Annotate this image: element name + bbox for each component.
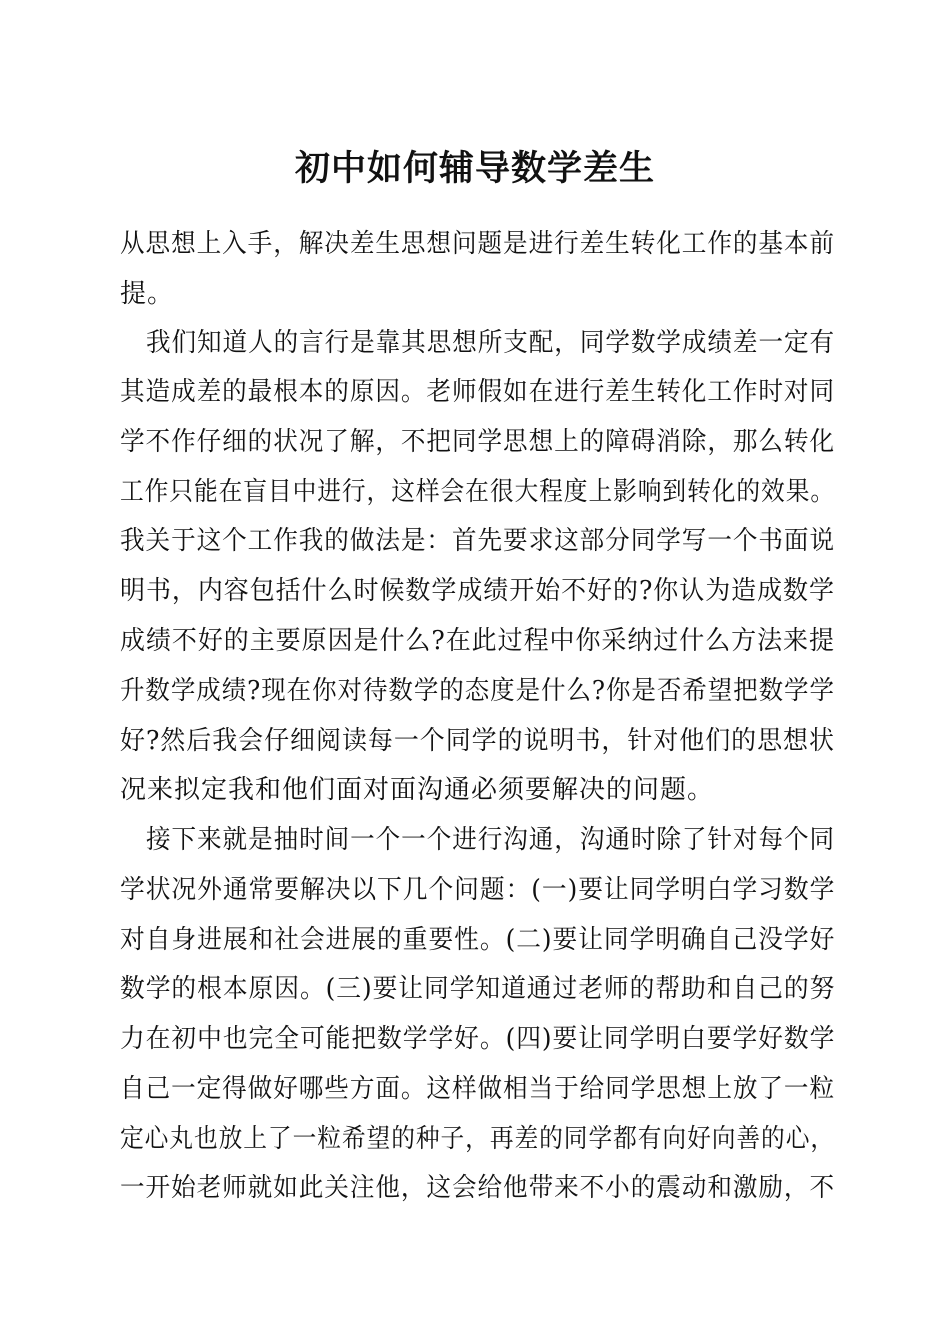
text-line: 定心丸也放上了一粒希望的种子，再差的同学都有向好向善的心， bbox=[120, 1124, 836, 1154]
text-line: 数学的根本原因。(三)要让同学知道通过老师的帮助和自己的努 bbox=[120, 974, 836, 1004]
text-line: 况来拟定我和他们面对面沟通必须要解决的问题。 bbox=[120, 775, 715, 805]
text-line: 我们知道人的言行是靠其思想所支配，同学数学成绩差一定有 bbox=[146, 328, 836, 358]
text-line: 学不作仔细的状况了解，不把同学思想上的障碍消除，那么转化 bbox=[120, 427, 836, 457]
text-line: 自己一定得做好哪些方面。这样做相当于给同学思想上放了一粒 bbox=[120, 1074, 836, 1104]
text-line: 成绩不好的主要原因是什么?在此过程中你采纳过什么方法来提 bbox=[120, 626, 835, 656]
text-line: 好?然后我会仔细阅读每一个同学的说明书，针对他们的思想状 bbox=[120, 726, 835, 756]
text-line: 对自身进展和社会进展的重要性。(二)要让同学明确自己没学好 bbox=[120, 925, 836, 955]
text-line: 明书，内容包括什么时候数学成绩开始不好的?你认为造成数学 bbox=[120, 576, 835, 606]
text-line: 升数学成绩?现在你对待数学的态度是什么?你是否希望把数学学 bbox=[120, 676, 835, 706]
text-line: 学状况外通常要解决以下几个问题：(一)要让同学明白学习数学 bbox=[120, 875, 836, 905]
text-line: 其造成差的最根本的原因。老师假如在进行差生转化工作时对同 bbox=[120, 377, 836, 407]
text-line: 工作只能在盲目中进行，这样会在很大程度上影响到转化的效果。 bbox=[120, 477, 836, 507]
text-line: 接下来就是抽时间一个一个进行沟通，沟通时除了针对每个同 bbox=[146, 825, 836, 855]
text-line: 提。 bbox=[120, 279, 175, 309]
text-line: 从思想上入手，解决差生思想问题是进行差生转化工作的基本前 bbox=[120, 229, 836, 259]
document-title: 初中如何辅导数学差生 bbox=[294, 148, 655, 189]
text-line: 力在初中也完全可能把数学学好。(四)要让同学明白要学好数学 bbox=[120, 1024, 836, 1054]
text-line: 我关于这个工作我的做法是：首先要求这部分同学写一个书面说 bbox=[120, 526, 836, 556]
text-line: 一开始老师就如此关注他，这会给他带来不小的震动和激励，不 bbox=[120, 1173, 836, 1203]
